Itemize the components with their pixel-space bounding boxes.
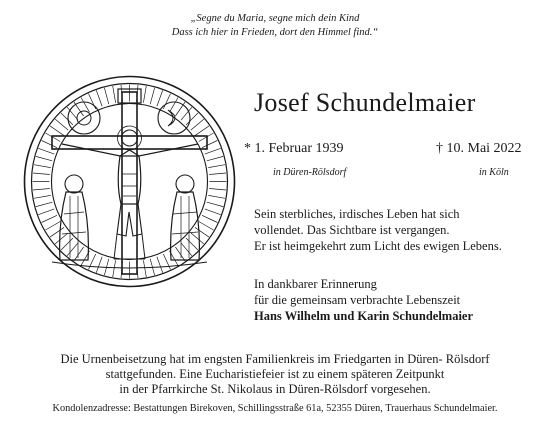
burial-notice — [0, 352, 550, 397]
notice-line: Die Urnenbeisetzung hat im engsten Familienkreis im Friedgarten in Düren- Rölsdorf — [60, 352, 490, 366]
crucifixion-medallion-icon — [22, 74, 237, 289]
notice-line: stattgefunden. Eine Eucharistiefeier ist zu einem späteren Zeitpunkt — [105, 367, 445, 381]
tribute-line: Er ist heimgekehrt zum Licht des ewigen Lebens. — [254, 239, 502, 253]
deceased-name: Josef Schundelmaier — [254, 88, 476, 117]
verse-quote — [0, 12, 550, 40]
birth-date: * 1. Februar 1939 — [244, 141, 344, 156]
death-date: † 10. Mai 2022 — [436, 141, 522, 156]
remembrance-line-1: In dankbarer Erinnerung — [254, 277, 377, 291]
notice-line: in der Pfarrkirche St. Nikolaus in Düren-Rölsdorf vorgesehen. — [119, 382, 431, 396]
remembrance-line-2: für die gemeinsam verbrachte Lebenszeit — [254, 293, 461, 307]
birth-place: in Düren-Rölsdorf — [273, 167, 347, 178]
tribute-line: vollendet. Das Sichtbare ist vergangen. — [254, 223, 450, 237]
verse-line-2: Dass ich hier in Frieden, dort den Himmel find.“ — [171, 27, 379, 38]
tribute-line: Sein sterbliches, irdisches Leben hat sich — [254, 207, 460, 221]
remembrance-text — [254, 276, 473, 324]
condolence-address: Kondolenzadresse: Bestattungen Birekoven, Schillingsstraße 61a, 52355 Düren, Trauerhaus Schundelmaier. — [52, 403, 498, 414]
verse-line-1: „Segne du Maria, segne mich dein Kind — [190, 13, 360, 24]
death-place: in Köln — [479, 167, 509, 178]
tribute-text — [254, 206, 502, 254]
mourners-names: Hans Wilhelm und Karin Schundelmaier — [254, 309, 474, 323]
